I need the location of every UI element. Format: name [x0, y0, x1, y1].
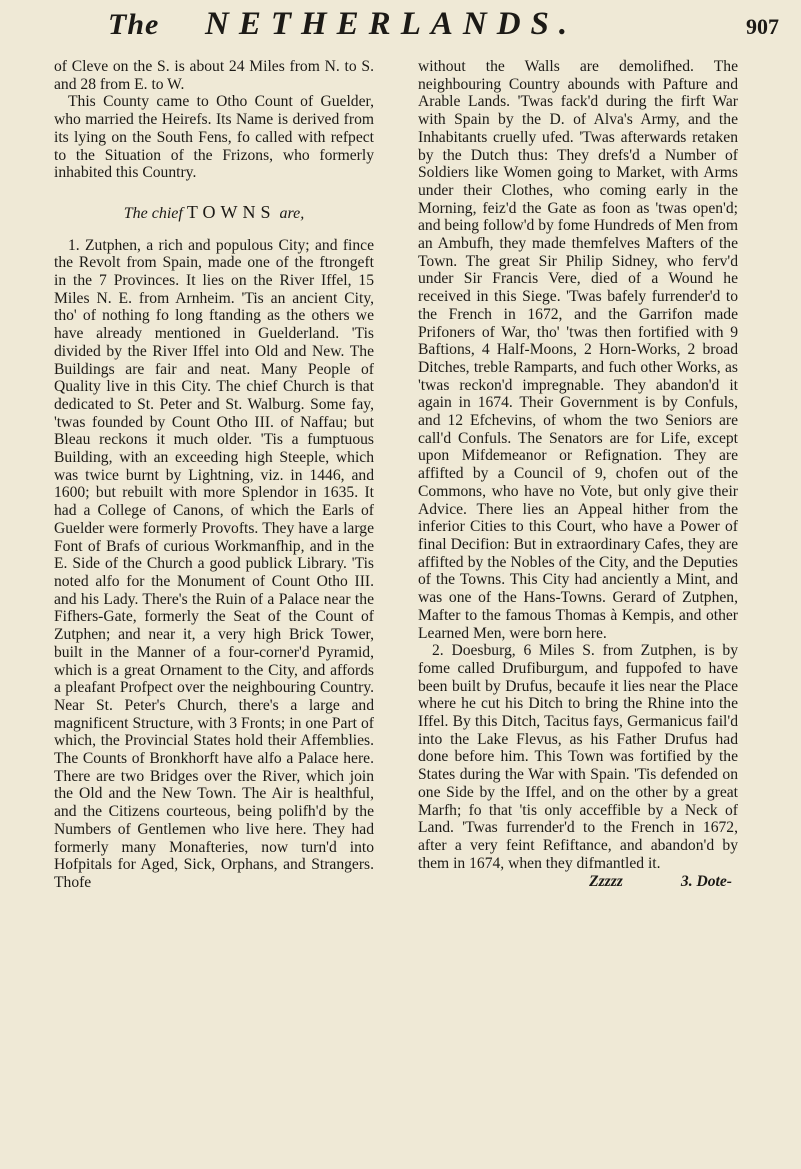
catchword: 3. Dote- [680, 873, 732, 891]
right-column [418, 58, 738, 891]
subheading-main: TOWNS [186, 201, 276, 222]
section-subheading [54, 201, 374, 223]
header-title: NETHERLANDS. [205, 6, 578, 42]
page-number: 907 [746, 14, 779, 39]
header-article: The [108, 8, 160, 41]
page-footer [418, 873, 738, 891]
paragraph-doesburg: 2. Doesburg, 6 Miles S. from Zutphen, is by fome called Drufiburgum, and fuppofed to have been built by Drufus, becaufe it lies near the Place where he cut his Ditch to bring the Rhine into the Iffel. By this Ditch, Tacitus fays, Germanicus fail'd into the Lake Flevus, as his Father Drufus had done before him. This Town was fortified by the States during the War with Spain. 'Tis defended on one Side by the Iffel, and on the other by a great Marfh; fo that 'tis only acceffible by a Neck of Land. 'Twas furrender'd to the French in 1672, after a very feint Refiftance, and abandon'd by them in 1674, when they difmantled it. [418, 642, 738, 872]
signature-mark: Zzzzz [589, 873, 623, 891]
paragraph-zutphen: 1. Zutphen, a rich and populous City; and fince the Revolt from Spain, made one of the ftrongeft in the 7 Provinces. It lies on the River Iffel, 15 Miles N. E. from Arnheim. 'Tis an ancient City, tho' of nothing fo long ftanding as the others we have already mentioned in Guelderland. 'Tis divided by the River Iffel into Old and New. The Buildings are fair and neat. Many People of Quality live in this City. The chief Church is that dedicated to St. Peter and St. Walburg. Some fay, 'twas founded by Count Otho III. of Naffau; but Bleau reckons it much older. 'Tis a fumptuous Building, with an exceeding high Steeple, which was twice burnt by Lightning, viz. in 1446, and 1600; but rebuilt with more Splendor in 1635. It had a College of Canons, of which the Earls of Guelder were formerly Provofts. They have a large Font of Brafs of curious Workmanfhip, and in the E. Side of the Church a good publick Library. 'Tis noted alfo for the Monument of Count Otho III. and his Lady. There's the Ruin of a Palace near the Fifhers-Gate, formerly the Seat of the Count of Zutphen; and near it, a very high Brick Tower, built in the Manner of a four-corner'd Pyramid, which is a great Ornament to the City, and affords a pleafant Profpect over the neighbouring Country. Near St. Peter's Church, there's a large and magnificent Structure, with 3 Fronts; in one Part of which, the Provincial States hold their Affemblies. The Counts of Bronkhorft have alfo a Palace here. There are two Bridges over the River, which join the Old and the New Town. The Air is healthful, and the Citizens courteous, being polifh'd by the Numbers of Gentlemen who live here. They had formerly many Monafteries, now turn'd into Hofpitals for Aged, Sick, Orphans, and Strangers. Thofe [54, 236, 374, 891]
subheading-suffix: are, [279, 204, 305, 222]
paragraph-cleve: of Cleve on the S. is about 24 Miles from N. to S. and 28 from E. to W. [54, 58, 374, 93]
left-column [54, 58, 374, 892]
subheading-prefix: The chief [123, 204, 183, 222]
paragraph-county-origin: This County came to Otho Count of Guelder, who married the Heirefs. Its Name is derived from its lying on the South Fens, fo called with refpect to the Situation of the Frizons, who formerly inhabited this Country. [54, 93, 374, 182]
running-header [0, 0, 801, 56]
paragraph-zutphen-continued: without the Walls are demolifhed. The neighbouring Country abounds with Pafture and Arable Lands. 'Twas fack'd during the firft War with Spain by the D. of Alva's Army, and the Inhabitants cruelly ufed. 'Twas afterwards retaken by the Dutch thus: They drefs'd a Number of Soldiers like Women going to Market, with Arms under their Clothes, who coming early in the Morning, feiz'd the Gate as foon as 'twas open'd; and being follow'd by fome Hundreds of Men from an Ambufh, they made themfelves Mafters of the Town. The great Sir Philip Sidney, who ferv'd under Sir Francis Vere, died of a Wound he received in this Siege. 'Twas bafely furrender'd to the French in 1672, and the Garrifon made Prifoners of War, tho' 'twas then fortified with 9 Baftions, 4 Half-Moons, 2 Horn-Works, 2 broad Ditches, treble Ramparts, and fuch other Works, as 'twas reckon'd impregnable. They abandon'd it again in 1674. Their Government is by Confuls, and 12 Efchevins, of whom the two Seniors are call'd Confuls. The Senators are for Life, except upon Mifdemeanor or Refignation. They are affifted by a Council of 9, chofen out of the Commons, who have no Vote, but only give their Advice. There lies an Appeal hither from the inferior Cities to this Court, who have a Power of final Decifion: But in extraordinary Cafes, they are affifted by the Nobles of the City, and the Deputies of the Towns. This City had anciently a Mint, and was one of the Hans-Towns. Gerard of Zutphen, Mafter to the famous Thomas à Kempis, and other Learned Men, were born here. [418, 58, 738, 642]
